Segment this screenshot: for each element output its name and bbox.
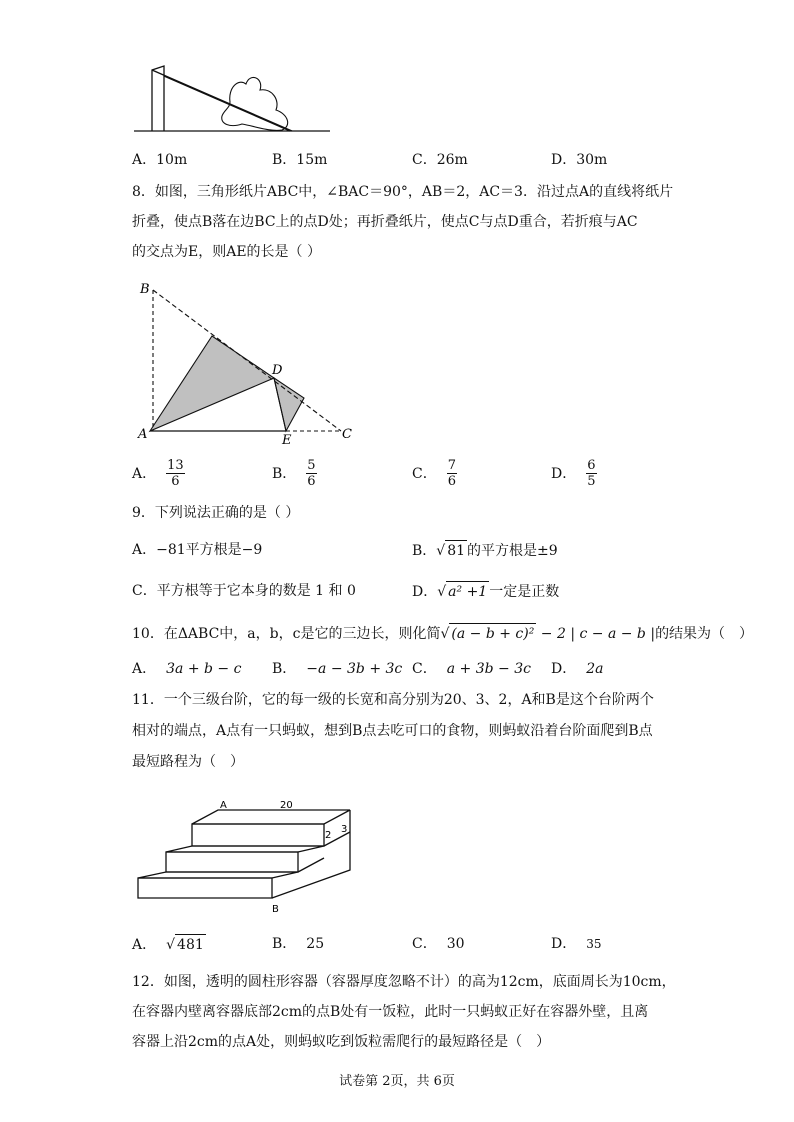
q12-line-3: 容器上沿2cm的点A处，则蚂蚁吃到饭粒需爬行的最短路径是（ ） bbox=[132, 1034, 551, 1050]
q11-option-b: B． 25 bbox=[272, 936, 325, 952]
q8-label-e: E bbox=[282, 433, 292, 446]
q8-option-a: A． $\frac{13}{6}$ bbox=[132, 458, 184, 489]
q8-label-d: D bbox=[272, 363, 283, 378]
q11-side-profile bbox=[272, 810, 350, 898]
q8-label-b: B bbox=[140, 282, 150, 297]
q8-shaded-triangle-left bbox=[150, 336, 274, 431]
q7-option-c: C．26m bbox=[412, 152, 468, 168]
q11-label-length: 20 bbox=[280, 800, 293, 811]
q11-label-height: 2 bbox=[325, 830, 332, 841]
q7-option-a: A．10m bbox=[132, 152, 188, 168]
q11-figure bbox=[130, 800, 362, 918]
q9-stem: 9．下列说法正确的是（ ） bbox=[132, 505, 300, 521]
q11-line-3: 最短路程为（ ） bbox=[132, 754, 244, 770]
q7-option-d: D．30m bbox=[551, 152, 608, 168]
q9-option-c: C．平方根等于它本身的数是 1 和 0 bbox=[132, 583, 356, 599]
q10-option-d: D． 2a bbox=[551, 661, 604, 677]
q11-label-b: B bbox=[272, 904, 279, 915]
q8-line-1: 8．如图，三角形纸片ABC中，∠BAC＝90°，AB＝2，AC＝3．沿过点A的直线将纸片 bbox=[132, 184, 674, 200]
q8-option-d: D． $\frac{6}{5}$ bbox=[551, 458, 596, 489]
q11-step-mid-face bbox=[166, 846, 324, 852]
q11-line-2: 相对的端点，A点有一只蚂蚁，想到B点去吃可口的食物，则蚂蚁沿着台阶面爬到B点 bbox=[132, 723, 653, 739]
q12-line-2: 在容器内壁离容器底部2cm的点B处有一饭粒，此时一只蚂蚁正好在容器外壁，且离 bbox=[132, 1004, 649, 1020]
q12-line-1: 12．如图，透明的圆柱形容器（容器厚度忽略不计）的高为12cm，底面周长为10cm， bbox=[132, 974, 676, 990]
q11-step-top-face bbox=[192, 810, 350, 824]
q8-line-3: 的交点为E，则AE的长是（ ） bbox=[132, 244, 321, 260]
q8-option-c: C． $\frac{7}{6}$ bbox=[412, 458, 456, 489]
q9-option-a: A．−81平方根是−9 bbox=[132, 542, 263, 558]
q7-slope-bottom bbox=[164, 76, 290, 131]
q8-option-b: B． $\frac{5}{6}$ bbox=[272, 458, 316, 489]
q10-stem: 10．在ΔABC中，a，b，c是它的三边长，则化简√ (a − b + c)² − 2 | c − a − b |的结果为（ ） bbox=[132, 623, 753, 644]
q11-line-1: 11．一个三级台阶，它的每一级的长宽和高分别为20、3、2，A和B是这个台阶两个 bbox=[132, 692, 654, 708]
q8-shaded-triangle-right bbox=[274, 378, 304, 431]
q11-step-bottom-face bbox=[138, 872, 298, 878]
q7-figure bbox=[130, 58, 340, 136]
q7-slope-top bbox=[152, 70, 292, 131]
q11-option-a: A． √ 481 bbox=[132, 934, 206, 955]
q11-label-a: A bbox=[220, 800, 227, 811]
q8-line-2: 折叠，使点B落在边BC上的点D处；再折叠纸片，使点C与点D重合，若折痕与AC bbox=[132, 214, 638, 230]
q11-step-top-riser bbox=[192, 824, 324, 846]
q10-option-c: C． a + 3b − 3c bbox=[412, 661, 531, 677]
q7-tree bbox=[222, 77, 288, 130]
q10-option-a: A． 3a + b − c bbox=[132, 661, 242, 677]
q9-option-b: B．√ 81 的平方根是±9 bbox=[412, 540, 558, 561]
q10-option-b: B． −a − 3b + 3c bbox=[272, 661, 403, 677]
q9-option-d: D．√ a² +1 一定是正数 bbox=[412, 581, 559, 602]
q11-side-edge-2 bbox=[298, 858, 324, 872]
q8-label-c: C bbox=[342, 427, 352, 442]
q11-step-mid-riser bbox=[166, 852, 298, 872]
q11-option-d: D． 35 bbox=[551, 936, 602, 952]
q7-option-b: B．15m bbox=[272, 152, 328, 168]
q8-figure bbox=[136, 276, 366, 446]
q11-option-c: C． 30 bbox=[412, 936, 465, 952]
q8-label-a: A bbox=[138, 427, 148, 442]
q11-label-width: 3 bbox=[341, 824, 348, 835]
q11-step-bottom-riser bbox=[138, 878, 272, 898]
q7-pole bbox=[152, 66, 164, 131]
page-footer: 试卷第 2页，共 6页 bbox=[339, 1074, 455, 1089]
